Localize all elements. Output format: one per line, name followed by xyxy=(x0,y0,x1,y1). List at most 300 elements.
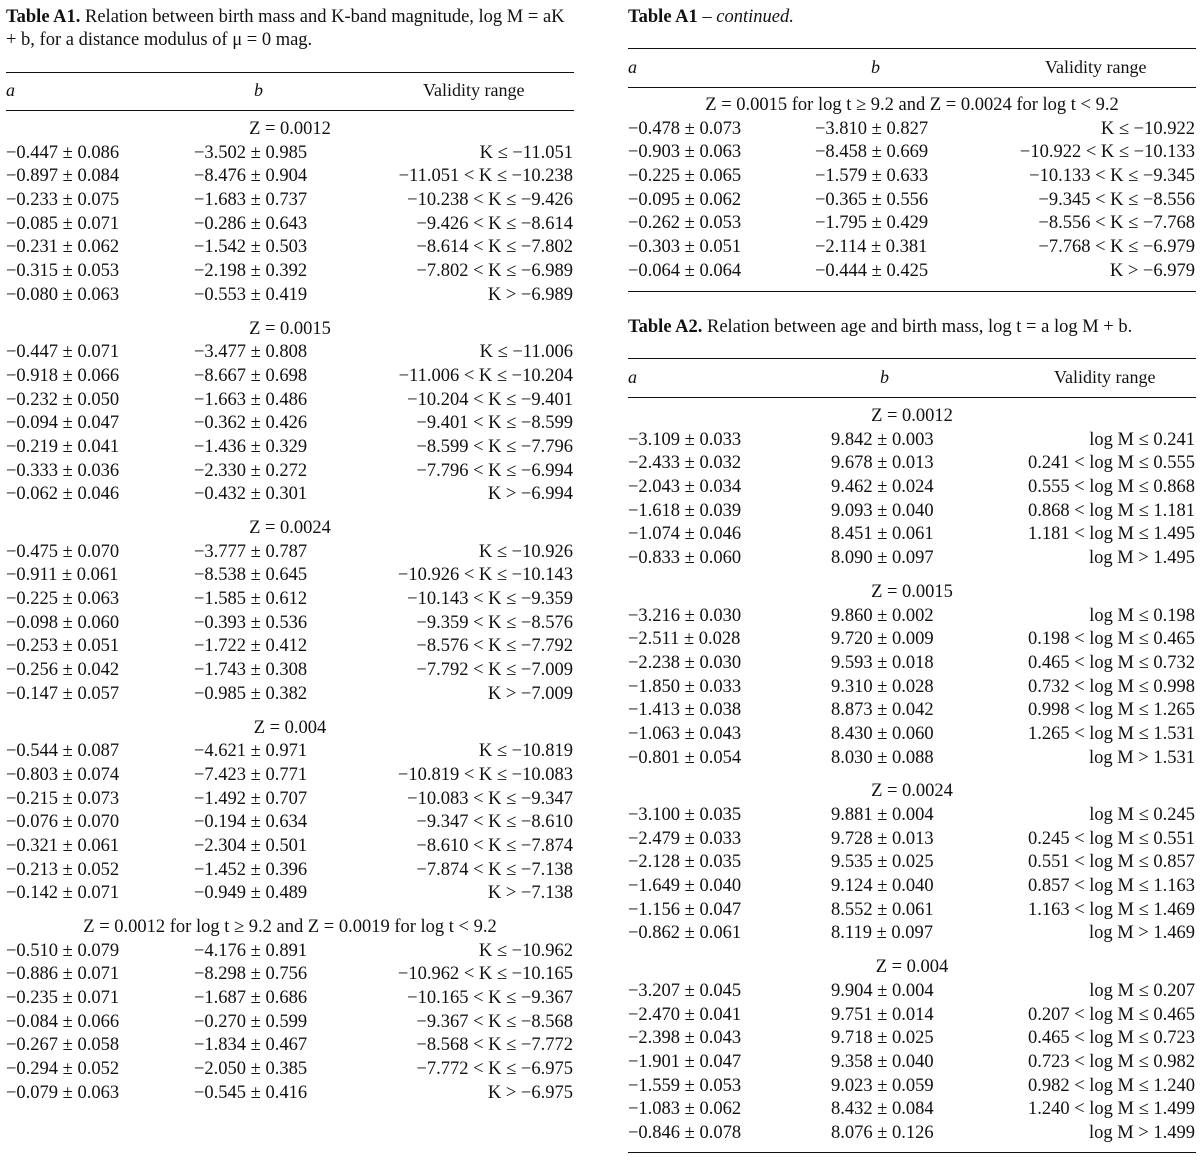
table-a2-header-b: b xyxy=(880,367,889,387)
table-a1-cont-bottom-rule xyxy=(628,291,1196,292)
coef-b-cell: −2.198 ± 0.392 xyxy=(194,261,308,282)
table-row xyxy=(6,882,574,906)
table-row xyxy=(628,828,1196,852)
table-a1-cont-header-a: a xyxy=(628,57,637,77)
coef-b-cell: 9.124 ± 0.040 xyxy=(831,876,934,897)
validity-range-cell: K > −7.009 xyxy=(487,683,573,704)
coef-a-cell: −0.846 ± 0.078 xyxy=(628,1122,742,1143)
table-row xyxy=(6,987,574,1011)
coef-b-cell: 9.535 ± 0.025 xyxy=(831,852,934,873)
metallicity-heading: Z = 0.0012 xyxy=(249,119,331,139)
table-a1-caption-label: Table A1. xyxy=(6,7,81,27)
table-row xyxy=(628,652,1196,676)
table-a2-caption xyxy=(628,316,1132,339)
coef-b-cell: −3.810 ± 0.827 xyxy=(815,118,929,139)
coef-a-cell: −2.398 ± 0.043 xyxy=(628,1028,742,1049)
table-row xyxy=(6,764,574,788)
validity-range-cell: K > −6.989 xyxy=(487,284,573,305)
coef-a-cell: −0.833 ± 0.060 xyxy=(628,548,742,569)
table-row xyxy=(6,659,574,683)
table-row xyxy=(628,899,1196,923)
table-row xyxy=(6,165,574,189)
coef-a-cell: −2.433 ± 0.032 xyxy=(628,453,742,474)
table-row xyxy=(628,523,1196,547)
coef-a-cell: −1.618 ± 0.039 xyxy=(628,500,742,521)
table-row xyxy=(628,747,1196,771)
coef-a-cell: −0.225 ± 0.063 xyxy=(6,589,120,610)
table-row xyxy=(628,723,1196,747)
table-row xyxy=(628,452,1196,476)
coef-a-cell: −1.074 ± 0.046 xyxy=(628,524,742,545)
metallicity-heading: Z = 0.0012 xyxy=(871,406,953,426)
coef-b-cell: −7.423 ± 0.771 xyxy=(194,764,308,785)
table-row xyxy=(628,189,1196,213)
validity-range-cell: 0.465 < log M ≤ 0.723 xyxy=(1027,1028,1195,1049)
validity-range-cell: 1.240 < log M ≤ 1.499 xyxy=(1027,1099,1195,1120)
table-a2-caption-text: Relation between age and birth mass, log t = a log M + b. xyxy=(707,317,1133,337)
validity-range-cell: −9.426 < K ≤ −8.614 xyxy=(416,213,573,234)
coef-a-cell: −3.216 ± 0.030 xyxy=(628,605,742,626)
coef-b-cell: −0.553 ± 0.419 xyxy=(194,284,308,305)
validity-range-cell: −11.051 < K ≤ −10.238 xyxy=(398,166,573,187)
coef-b-cell: −1.585 ± 0.612 xyxy=(194,589,308,610)
table-row xyxy=(6,940,574,964)
table-row xyxy=(628,875,1196,899)
metallicity-heading: Z = 0.0015 xyxy=(249,318,331,339)
table-row xyxy=(6,541,574,565)
coef-a-cell: −0.903 ± 0.063 xyxy=(628,142,742,163)
table-row xyxy=(628,429,1196,453)
coef-a-cell: −0.911 ± 0.061 xyxy=(6,565,119,586)
coef-b-cell: −1.743 ± 0.308 xyxy=(194,660,308,681)
validity-range-cell: 0.555 < log M ≤ 0.868 xyxy=(1027,477,1195,498)
coef-b-cell: −1.542 ± 0.503 xyxy=(194,237,308,258)
coef-b-cell: 8.451 ± 0.061 xyxy=(831,524,934,545)
validity-range-cell: −10.926 < K ≤ −10.143 xyxy=(397,565,573,586)
table-a2-header-rule xyxy=(628,397,1196,398)
coef-a-cell: −0.478 ± 0.073 xyxy=(628,118,742,139)
validity-range-cell: K > −7.138 xyxy=(487,883,573,904)
coef-a-cell: −3.207 ± 0.045 xyxy=(628,980,742,1001)
validity-range-cell: −7.802 < K ≤ −6.989 xyxy=(416,261,573,282)
table-row xyxy=(6,236,574,260)
validity-range-cell: −10.204 < K ≤ −9.401 xyxy=(407,389,573,410)
coef-b-cell: 8.430 ± 0.060 xyxy=(831,723,934,744)
coef-a-cell: −0.253 ± 0.051 xyxy=(6,636,120,657)
table-row xyxy=(6,260,574,284)
coef-a-cell: −0.447 ± 0.071 xyxy=(6,342,120,363)
coef-a-cell: −0.215 ± 0.073 xyxy=(6,788,120,809)
table-row xyxy=(6,1058,574,1082)
table-a1-caption xyxy=(6,6,574,52)
coef-b-cell: −8.476 ± 0.904 xyxy=(194,166,308,187)
table-a1-cont-header-b: b xyxy=(871,57,880,77)
validity-range-cell: −8.610 < K ≤ −7.874 xyxy=(416,835,573,856)
validity-range-cell: −10.922 < K ≤ −10.133 xyxy=(1019,142,1195,163)
coef-b-cell: 8.873 ± 0.042 xyxy=(831,700,934,721)
validity-range-cell: 0.723 < log M ≤ 0.982 xyxy=(1027,1051,1195,1072)
table-row xyxy=(6,788,574,812)
table-a2-body xyxy=(628,405,1196,1146)
coef-a-cell: −3.100 ± 0.035 xyxy=(628,805,742,825)
validity-range-cell: log M > 1.469 xyxy=(1088,923,1195,944)
table-row xyxy=(628,236,1196,260)
coef-b-cell: 9.678 ± 0.013 xyxy=(831,453,934,474)
validity-range-cell: −7.772 < K ≤ −6.975 xyxy=(416,1059,573,1080)
coef-a-cell: −0.062 ± 0.046 xyxy=(6,484,120,505)
coef-b-cell: −3.502 ± 0.985 xyxy=(194,142,308,163)
coef-b-cell: 8.119 ± 0.097 xyxy=(831,923,933,944)
coef-a-cell: −2.511 ± 0.028 xyxy=(628,629,741,650)
coef-a-cell: −0.321 ± 0.061 xyxy=(6,835,120,856)
table-a1-cont-header-range: Validity range xyxy=(1045,57,1147,77)
coef-b-cell: 9.718 ± 0.025 xyxy=(831,1028,934,1049)
table-row xyxy=(6,588,574,612)
coef-a-cell: −0.219 ± 0.041 xyxy=(6,436,120,457)
validity-range-cell: −10.143 < K ≤ −9.359 xyxy=(407,589,573,610)
table-a1-cont-caption-label: Table A1 xyxy=(628,7,698,27)
table-row xyxy=(628,605,1196,629)
coef-b-cell: −2.330 ± 0.272 xyxy=(194,460,308,481)
table-row xyxy=(628,1027,1196,1051)
table-row xyxy=(6,483,574,507)
table-row xyxy=(6,142,574,166)
validity-range-cell: log M ≤ 0.207 xyxy=(1089,980,1195,1001)
table-a1-cont-caption-text: – continued. xyxy=(702,7,794,27)
validity-range-cell: −7.874 < K ≤ −7.138 xyxy=(416,859,573,880)
validity-range-cell: K > −6.979 xyxy=(1109,260,1195,281)
coef-a-cell: −1.901 ± 0.047 xyxy=(628,1051,742,1072)
table-row xyxy=(628,804,1196,828)
table-row xyxy=(628,628,1196,652)
table-a1-top-rule xyxy=(6,72,574,73)
table-row xyxy=(628,212,1196,236)
table-row xyxy=(628,1075,1196,1099)
coef-a-cell: −2.470 ± 0.041 xyxy=(628,1004,742,1025)
coef-a-cell: −0.085 ± 0.071 xyxy=(6,213,120,234)
table-row xyxy=(6,740,574,764)
coef-a-cell: −1.850 ± 0.033 xyxy=(628,676,742,697)
coef-b-cell: −1.795 ± 0.429 xyxy=(815,213,929,234)
table-a2-bottom-rule xyxy=(628,1152,1196,1153)
coef-a-cell: −0.294 ± 0.052 xyxy=(6,1059,120,1080)
coef-b-cell: −1.492 ± 0.707 xyxy=(194,788,308,809)
coef-b-cell: −0.985 ± 0.382 xyxy=(194,683,308,704)
coef-b-cell: −1.683 ± 0.737 xyxy=(194,190,308,211)
table-a1-header-range: Validity range xyxy=(423,80,525,100)
validity-range-cell: K ≤ −10.922 xyxy=(1100,118,1195,139)
validity-range-cell: K ≤ −10.962 xyxy=(478,940,573,961)
validity-range-cell: 0.868 < log M ≤ 1.181 xyxy=(1027,500,1195,521)
metallicity-heading: Z = 0.0015 xyxy=(871,581,953,602)
table-row xyxy=(6,189,574,213)
coef-a-cell: −0.225 ± 0.065 xyxy=(628,166,742,187)
table-row xyxy=(628,922,1196,946)
table-row xyxy=(628,1051,1196,1075)
table-row xyxy=(6,963,574,987)
coef-a-cell: −0.233 ± 0.075 xyxy=(6,190,120,211)
table-a1-cont-body xyxy=(628,94,1196,284)
coef-a-cell: −0.232 ± 0.050 xyxy=(6,389,120,410)
validity-range-cell: −10.819 < K ≤ −10.083 xyxy=(397,764,573,785)
validity-range-cell: −9.359 < K ≤ −8.576 xyxy=(416,612,573,633)
validity-range-cell: log M > 1.531 xyxy=(1088,747,1195,768)
validity-range-cell: log M > 1.495 xyxy=(1088,548,1195,569)
table-row xyxy=(6,859,574,883)
validity-range-cell: log M ≤ 0.245 xyxy=(1089,805,1195,825)
table-row xyxy=(6,389,574,413)
coef-a-cell: −2.479 ± 0.033 xyxy=(628,828,742,849)
validity-range-cell: K ≤ −11.051 xyxy=(479,142,573,163)
coef-b-cell: −1.436 ± 0.329 xyxy=(194,436,308,457)
coef-a-cell: −0.094 ± 0.047 xyxy=(6,413,120,434)
coef-b-cell: −0.365 ± 0.556 xyxy=(815,189,929,210)
table-row xyxy=(6,564,574,588)
coef-b-cell: −0.949 ± 0.489 xyxy=(194,883,308,904)
table-row xyxy=(6,612,574,636)
validity-range-cell: 0.982 < log M ≤ 1.240 xyxy=(1027,1075,1195,1096)
coef-a-cell: −2.238 ± 0.030 xyxy=(628,652,742,673)
coef-a-cell: −1.063 ± 0.043 xyxy=(628,723,742,744)
validity-range-cell: −8.614 < K ≤ −7.802 xyxy=(416,237,573,258)
coef-b-cell: −4.176 ± 0.891 xyxy=(194,940,308,961)
validity-range-cell: −7.796 < K ≤ −6.994 xyxy=(416,460,573,481)
coef-b-cell: 9.860 ± 0.002 xyxy=(831,605,934,626)
metallicity-heading: Z = 0.004 xyxy=(875,957,949,978)
coef-a-cell: −0.231 ± 0.062 xyxy=(6,237,120,258)
table-row xyxy=(628,500,1196,524)
table-a1-cont-caption xyxy=(628,6,794,29)
coef-a-cell: −2.128 ± 0.035 xyxy=(628,852,742,873)
validity-range-cell: log M ≤ 0.198 xyxy=(1089,605,1195,626)
coef-b-cell: 8.552 ± 0.061 xyxy=(831,899,934,920)
coef-b-cell: −2.050 ± 0.385 xyxy=(194,1059,308,1080)
validity-range-cell: −10.962 < K ≤ −10.165 xyxy=(397,964,573,985)
coef-b-cell: −1.722 ± 0.412 xyxy=(194,636,308,657)
coef-b-cell: −0.286 ± 0.643 xyxy=(194,213,308,234)
validity-range-cell: 1.265 < log M ≤ 1.531 xyxy=(1027,723,1195,744)
coef-b-cell: 9.751 ± 0.014 xyxy=(831,1004,934,1025)
coef-a-cell: −1.083 ± 0.062 xyxy=(628,1099,742,1120)
validity-range-cell: 0.551 < log M ≤ 0.857 xyxy=(1027,852,1195,873)
table-row xyxy=(6,1034,574,1058)
coef-a-cell: −0.064 ± 0.064 xyxy=(628,260,742,281)
table-a1-caption-text: Relation between birth mass and K-band magnitude, log M = aK + b, for a distance modulus of μ = 0 mag. xyxy=(6,7,565,50)
coef-a-cell: −0.862 ± 0.061 xyxy=(628,923,742,944)
coef-b-cell: −1.579 ± 0.633 xyxy=(815,166,929,187)
coef-a-cell: −0.080 ± 0.063 xyxy=(6,284,120,305)
validity-range-cell: log M ≤ 0.241 xyxy=(1089,429,1195,450)
validity-range-cell: −10.083 < K ≤ −9.347 xyxy=(407,788,573,809)
table-row xyxy=(6,835,574,859)
validity-range-cell: K > −6.975 xyxy=(487,1082,573,1103)
table-row xyxy=(628,547,1196,571)
coef-b-cell: −0.270 ± 0.599 xyxy=(194,1011,308,1032)
coef-a-cell: −0.147 ± 0.057 xyxy=(6,683,120,704)
validity-range-cell: 0.857 < log M ≤ 1.163 xyxy=(1027,876,1195,897)
coef-b-cell: −2.114 ± 0.381 xyxy=(815,237,928,258)
metallicity-heading: Z = 0.0024 xyxy=(249,518,331,538)
validity-range-cell: −8.556 < K ≤ −7.768 xyxy=(1038,213,1195,234)
validity-range-cell: K ≤ −10.819 xyxy=(478,741,573,762)
coef-b-cell: −8.458 ± 0.669 xyxy=(815,142,929,163)
coef-b-cell: −8.298 ± 0.756 xyxy=(194,964,308,985)
coef-b-cell: −3.777 ± 0.787 xyxy=(194,541,308,562)
table-a2-header-a: a xyxy=(628,367,637,387)
table-row xyxy=(6,683,574,707)
coef-b-cell: 9.023 ± 0.059 xyxy=(831,1075,934,1096)
table-row xyxy=(6,284,574,308)
coef-b-cell: −0.362 ± 0.426 xyxy=(194,413,308,434)
coef-b-cell: 8.090 ± 0.097 xyxy=(831,548,934,569)
coef-b-cell: −0.432 ± 0.301 xyxy=(194,484,308,505)
coef-b-cell: 9.728 ± 0.013 xyxy=(831,828,934,849)
validity-range-cell: −7.768 < K ≤ −6.979 xyxy=(1038,237,1195,258)
table-row xyxy=(628,476,1196,500)
validity-range-cell: 0.241 < log M ≤ 0.555 xyxy=(1027,453,1195,474)
validity-range-cell: −10.165 < K ≤ −9.367 xyxy=(407,988,573,1009)
validity-range-cell: −8.576 < K ≤ −7.792 xyxy=(416,636,573,657)
table-row xyxy=(6,213,574,237)
validity-range-cell: −10.238 < K ≤ −9.426 xyxy=(407,190,573,211)
coef-a-cell: −1.649 ± 0.040 xyxy=(628,876,742,897)
table-row xyxy=(628,1122,1196,1146)
coef-a-cell: −0.315 ± 0.053 xyxy=(6,261,120,282)
table-row xyxy=(628,1098,1196,1122)
table-a1-header-rule xyxy=(6,110,574,111)
table-row xyxy=(6,635,574,659)
coef-b-cell: 9.842 ± 0.003 xyxy=(831,429,934,450)
coef-a-cell: −0.333 ± 0.036 xyxy=(6,460,120,481)
coef-b-cell: 9.720 ± 0.009 xyxy=(831,629,934,650)
coef-b-cell: −1.663 ± 0.486 xyxy=(194,389,308,410)
coef-a-cell: −0.267 ± 0.058 xyxy=(6,1035,120,1056)
table-row xyxy=(628,260,1196,284)
validity-range-cell: −10.133 < K ≤ −9.345 xyxy=(1029,166,1195,187)
metallicity-heading: Z = 0.004 xyxy=(253,717,327,738)
validity-range-cell: 0.207 < log M ≤ 0.465 xyxy=(1027,1004,1195,1025)
table-row xyxy=(6,460,574,484)
table-row xyxy=(628,851,1196,875)
coef-b-cell: −2.304 ± 0.501 xyxy=(194,835,308,856)
validity-range-cell: 0.465 < log M ≤ 0.732 xyxy=(1027,652,1195,673)
coef-a-cell: −1.413 ± 0.038 xyxy=(628,700,742,721)
coef-b-cell: −4.621 ± 0.971 xyxy=(194,741,308,762)
coef-b-cell: 9.358 ± 0.040 xyxy=(831,1051,934,1072)
coef-a-cell: −0.801 ± 0.054 xyxy=(628,747,742,768)
coef-b-cell: 8.432 ± 0.084 xyxy=(831,1099,934,1120)
coef-a-cell: −1.559 ± 0.053 xyxy=(628,1075,742,1096)
validity-range-cell: K ≤ −10.926 xyxy=(478,541,573,562)
coef-b-cell: 8.030 ± 0.088 xyxy=(831,747,934,768)
table-row xyxy=(6,412,574,436)
coef-a-cell: −1.156 ± 0.047 xyxy=(628,899,742,920)
validity-range-cell: log M > 1.499 xyxy=(1088,1122,1195,1143)
validity-range-cell: 0.198 < log M ≤ 0.465 xyxy=(1027,629,1195,650)
coef-a-cell: −0.256 ± 0.042 xyxy=(6,660,120,681)
coef-b-cell: −8.538 ± 0.645 xyxy=(194,565,308,586)
table-row xyxy=(6,341,574,365)
table-row xyxy=(628,980,1196,1004)
validity-range-cell: K ≤ −11.006 xyxy=(479,342,573,363)
table-a1-cont-top-rule xyxy=(628,48,1196,49)
coef-a-cell: −0.095 ± 0.062 xyxy=(628,189,742,210)
table-row xyxy=(6,1082,574,1106)
coef-b-cell: 9.904 ± 0.004 xyxy=(831,980,934,1001)
coef-a-cell: −0.918 ± 0.066 xyxy=(6,365,120,386)
coef-b-cell: 9.093 ± 0.040 xyxy=(831,500,934,521)
validity-range-cell: 0.245 < log M ≤ 0.551 xyxy=(1027,828,1195,849)
coef-b-cell: −0.393 ± 0.536 xyxy=(194,612,308,633)
table-a1-header-b: b xyxy=(254,80,263,100)
metallicity-heading: Z = 0.0015 for log t ≥ 9.2 and Z = 0.0024 for log t < 9.2 xyxy=(705,95,1119,115)
coef-b-cell: 8.076 ± 0.126 xyxy=(831,1122,934,1143)
coef-b-cell: −3.477 ± 0.808 xyxy=(194,342,308,363)
coef-a-cell: −0.079 ± 0.063 xyxy=(6,1082,120,1103)
metallicity-heading: Z = 0.0024 xyxy=(871,781,953,802)
table-row xyxy=(6,436,574,460)
coef-b-cell: −1.687 ± 0.686 xyxy=(194,988,308,1009)
table-row xyxy=(628,1004,1196,1028)
table-row xyxy=(628,141,1196,165)
table-a2-header-range: Validity range xyxy=(1054,367,1156,387)
coef-b-cell: −0.194 ± 0.634 xyxy=(194,812,308,833)
validity-range-cell: −7.792 < K ≤ −7.009 xyxy=(416,660,573,681)
table-row xyxy=(628,118,1196,142)
table-a2-top-rule xyxy=(628,358,1196,359)
coef-b-cell: −1.834 ± 0.467 xyxy=(194,1035,308,1056)
coef-a-cell: −0.303 ± 0.051 xyxy=(628,237,742,258)
metallicity-heading: Z = 0.0012 for log t ≥ 9.2 and Z = 0.0019 for log t < 9.2 xyxy=(83,917,497,937)
coef-a-cell: −0.510 ± 0.079 xyxy=(6,940,120,961)
coef-b-cell: 9.881 ± 0.004 xyxy=(831,805,934,825)
coef-a-cell: −0.262 ± 0.053 xyxy=(628,213,742,234)
validity-range-cell: −8.599 < K ≤ −7.796 xyxy=(416,436,573,457)
table-row xyxy=(628,165,1196,189)
coef-a-cell: −0.084 ± 0.066 xyxy=(6,1011,120,1032)
coef-b-cell: −8.667 ± 0.698 xyxy=(194,365,308,386)
table-row xyxy=(628,699,1196,723)
table-a1-body xyxy=(6,118,574,1106)
coef-b-cell: 9.462 ± 0.024 xyxy=(831,477,934,498)
validity-range-cell: −11.006 < K ≤ −10.204 xyxy=(398,365,573,386)
validity-range-cell: −9.367 < K ≤ −8.568 xyxy=(416,1011,573,1032)
coef-a-cell: −0.235 ± 0.071 xyxy=(6,988,120,1009)
coef-b-cell: 9.310 ± 0.028 xyxy=(831,676,934,697)
table-row xyxy=(6,1011,574,1035)
validity-range-cell: 0.732 < log M ≤ 0.998 xyxy=(1027,676,1195,697)
validity-range-cell: −9.347 < K ≤ −8.610 xyxy=(416,812,573,833)
coef-a-cell: −0.803 ± 0.074 xyxy=(6,764,120,785)
coef-a-cell: −0.098 ± 0.060 xyxy=(6,612,120,633)
table-a2-caption-label: Table A2. xyxy=(628,317,703,337)
coef-b-cell: −0.545 ± 0.416 xyxy=(194,1082,308,1103)
coef-a-cell: −0.475 ± 0.070 xyxy=(6,541,120,562)
coef-a-cell: −2.043 ± 0.034 xyxy=(628,477,742,498)
coef-b-cell: 9.593 ± 0.018 xyxy=(831,652,934,673)
table-a1-cont-header-rule xyxy=(628,87,1196,88)
validity-range-cell: −9.401 < K ≤ −8.599 xyxy=(416,413,573,434)
coef-a-cell: −3.109 ± 0.033 xyxy=(628,429,742,450)
table-a1-header-a: a xyxy=(6,80,15,100)
coef-a-cell: −0.142 ± 0.071 xyxy=(6,883,120,904)
coef-b-cell: −1.452 ± 0.396 xyxy=(194,859,308,880)
validity-range-cell: 1.163 < log M ≤ 1.469 xyxy=(1027,899,1195,920)
validity-range-cell: 0.998 < log M ≤ 1.265 xyxy=(1027,700,1195,721)
coef-b-cell: −0.444 ± 0.425 xyxy=(815,260,929,281)
table-row xyxy=(6,811,574,835)
coef-a-cell: −0.897 ± 0.084 xyxy=(6,166,120,187)
